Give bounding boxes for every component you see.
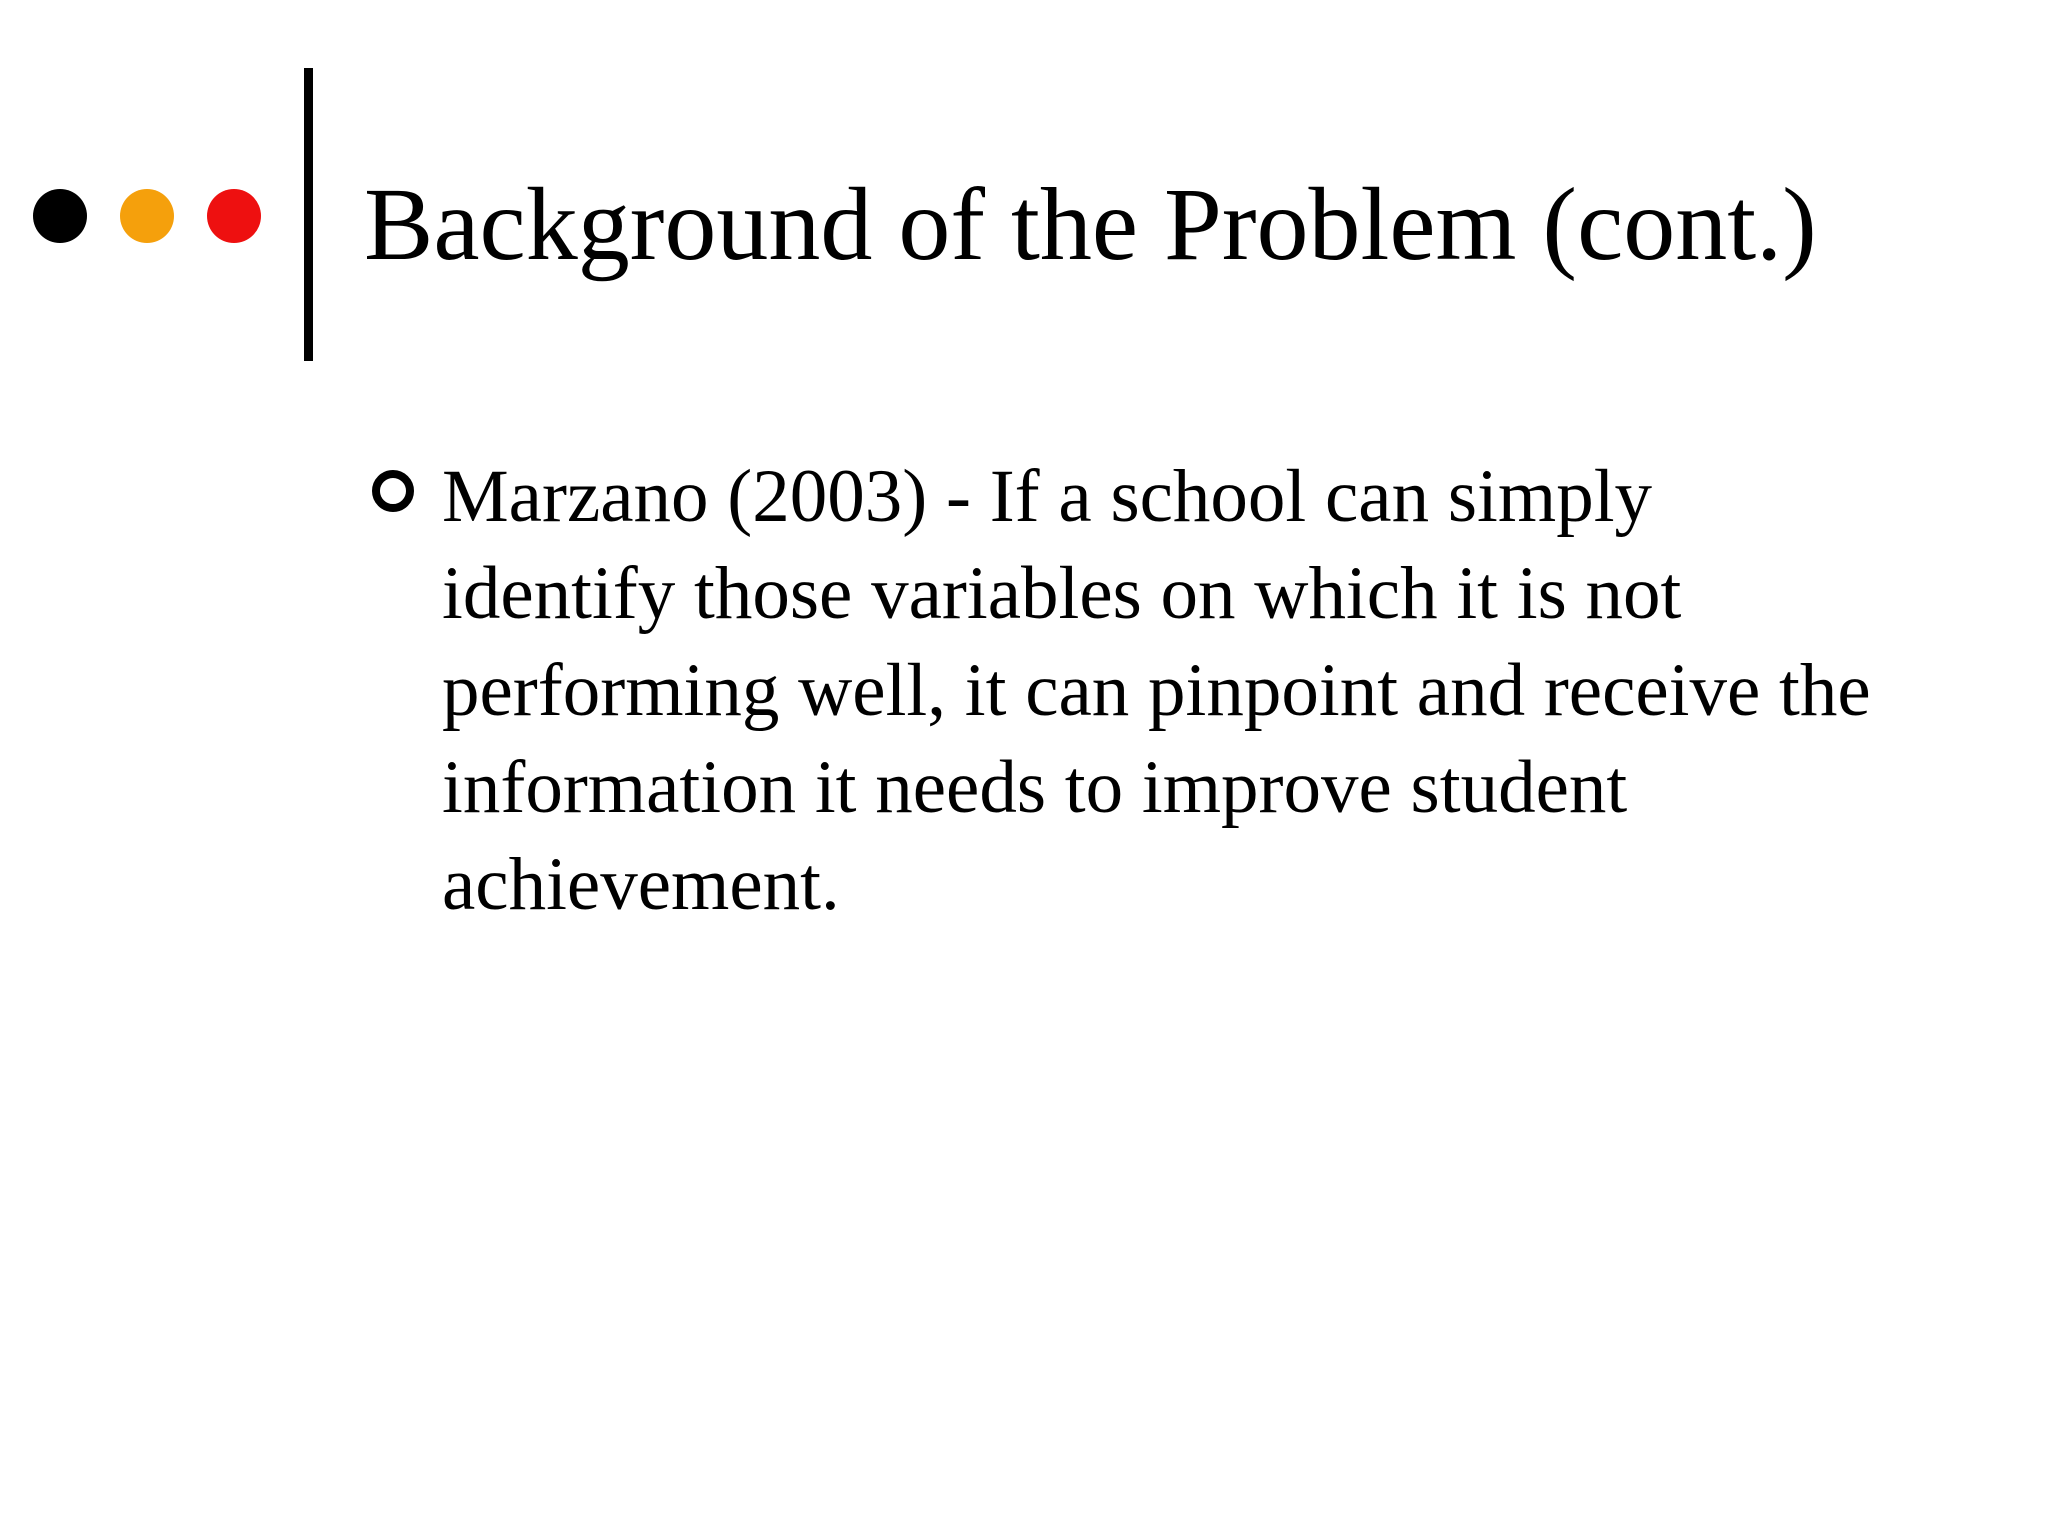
- orange-dot-icon: [120, 189, 174, 243]
- hollow-circle-bullet-icon: [372, 470, 414, 512]
- red-dot-icon: [207, 189, 261, 243]
- bullet-item: [372, 448, 1892, 933]
- decor-dots: [0, 0, 300, 400]
- slide-title: Background of the Problem (cont.): [364, 167, 1817, 282]
- black-dot-icon: [33, 189, 87, 243]
- title-divider: [304, 68, 313, 361]
- bullet-list: [372, 448, 1892, 933]
- bullet-text: Marzano (2003) - If a school can simply identify those variables on which it is not performing well, it can pinpoint and receive the information it needs to improve student achievement.: [442, 455, 1871, 926]
